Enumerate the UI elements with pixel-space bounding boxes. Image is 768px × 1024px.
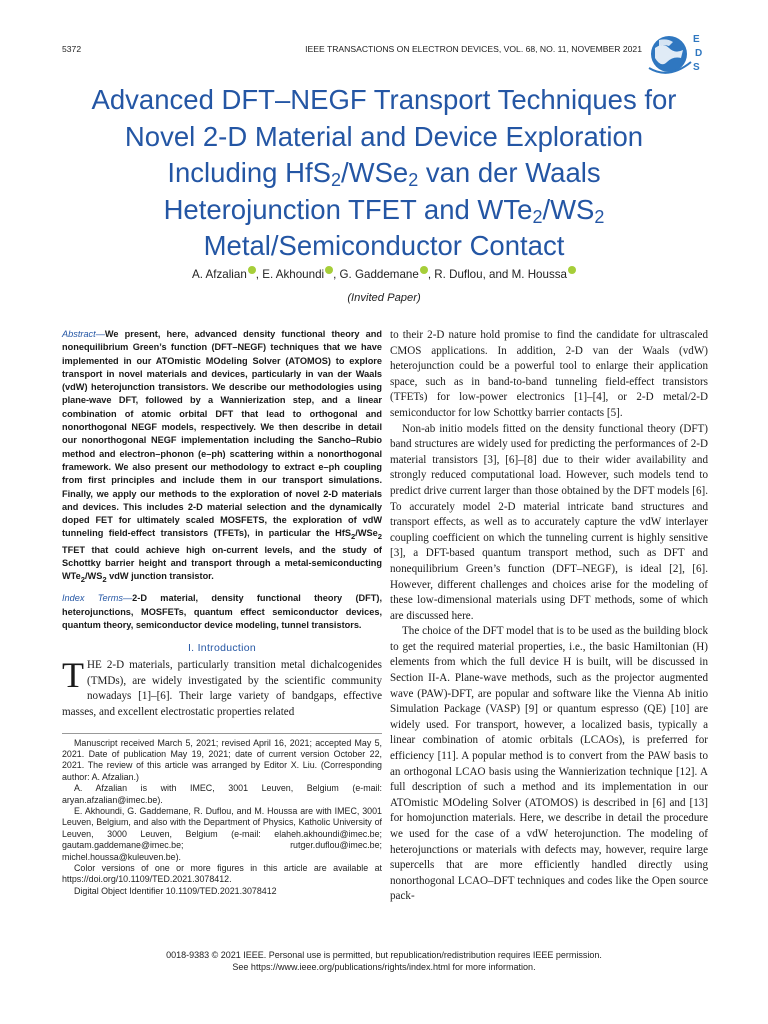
footnote-manuscript: Manuscript received March 5, 2021; revised April 16, 2021; accepted May 5, 2021. Date of publication May 19, 2021; date of current version October 22, 2021. The review of this article was arranged by Editor X. Liu. (Corresponding author: A. Afzalian.): [62, 737, 382, 782]
right-column: [390, 328, 708, 905]
author-name: A. Afzalian: [191, 268, 247, 281]
index-terms: [62, 592, 382, 632]
title-line-4: /WS: [542, 193, 595, 225]
svg-text:S: S: [693, 62, 700, 73]
abstract: [62, 328, 382, 586]
journal-name: IEEE TRANSACTIONS ON ELECTRON DEVICES, VOL. 68, NO. 11, NOVEMBER 2021: [305, 44, 642, 54]
footnote-author-1: A. Afzalian is with IMEC, 3001 Leuven, Belgium (e-mail: aryan.afzalian@imec.be).: [62, 783, 382, 805]
intro-text: HE 2-D materials, particularly transition metal dichalcogenides (TMDs), are widely investigated by the scientific community nowadays [1]–[6]. Their large variety of bandgaps, effective masses, and excellent electrostatic properties related: [62, 659, 382, 718]
body-paragraph-2: Non-ab initio models fitted on the density functional theory (DFT) band structures are widely used for predicting the performances of 2-D material transistors [3], [6]–[8] due to their wider availability and strongly reduced computational load. However, such models tend to predict drive current larger than those obtained by the DFT models [6]. To accurately model 2-D material intricate band structures and transport effects, as well as to accurately capture the vdW interlayer coupling coefficient on which the tunneling current is highly sensitive [3], a DFT-based quantum transport method, such as DFT and nonequilibrium Green’s function (DFT–NEGF), is ideal [2], [6]. However, different challenges and choices arise for the modeling of these low-dimensional materials using DFT methods, some of which are discussed here.: [390, 422, 708, 622]
footnote-doi: Digital Object Identifier 10.1109/TED.2021.3078412: [74, 885, 277, 896]
title-line-1: Advanced DFT–NEGF Transport Techniques for: [91, 84, 677, 115]
index-terms-label: Index Terms—: [62, 593, 133, 604]
subscript: 2: [80, 575, 85, 584]
rights-link-line: See https://www.ieee.org/publications/rights/index.html for more information.: [232, 961, 536, 972]
abstract-text: /WSe: [355, 528, 378, 539]
subscript: 2: [351, 532, 356, 542]
eds-globe-logo-icon: [645, 28, 707, 78]
subscript: 2: [532, 206, 543, 227]
abstract-text: vdW junction transistor.: [106, 571, 214, 582]
title-line-3: Including HfS: [167, 157, 331, 188]
orcid-icon[interactable]: [248, 266, 256, 274]
svg-text:E: E: [693, 34, 700, 45]
copyright-footer: [40, 950, 728, 973]
title-line-5: Metal/Semiconductor Contact: [203, 230, 565, 261]
footnote-color-versions: Color versions of one or more figures in this article are available at https://doi.org/10.1109/TED.2021.3078412.: [62, 863, 382, 885]
author-name: , G. Gaddemane: [333, 268, 419, 281]
index-terms-text: 2-D material, density functional theory (DFT), heterojunctions, MOSFETs, quantum effect semiconductor devices, quantum theory, semiconductor device modeling, tunnel transistors.: [62, 593, 382, 630]
section-heading-introduction: I. Introduction: [187, 642, 257, 655]
body-paragraph-3: The choice of the DFT model that is to be used as the building block to get the required material properties, i.e., the basic Hamiltonian (H) elements from which the full device H is built, will be discussed in Section II-A. Plane-wave methods, such as the projector augmented wave (PAW)-DFT, are popular and software like the Vienna Ab initio Simulation Package (VASP) [9] or quantum espresso (QE) [10] are widely used. For transport, however, a localized basis, typically a linear combination of atomic orbitals (LCAOs), is preferred for efficiency [11]. A popular method is to convert from the PAW basis to an orthogonal LCAO basis using the Wannierization technique [12]. A full description of such a method and its implementation in our ATOmistic MOdeling Solver (ATOMOS) is described in [6] and [13] for homojunction materials. Here, we describe in detail the procedure we used for the case of a vdW heterojunction. The modeling of heterojunctions or materials with defects may, however, require large supercells that are more efficiently handled directly using nonorthogonal LCAO–DFT techniques and codes like the Open source pack-: [390, 625, 708, 903]
footnote-authors-2: E. Akhoundi, G. Gaddemane, R. Duflou, and M. Houssa are with IMEC, 3001 Leuven, Belgium, and also with the Department of Physics, Katholic University of Leuven, 3000 Leuven, Belgium (e-mail: elaheh.akhoundi@imec.be; gautam.gaddemane@imec.be; rutger.duflou@imec.be; michel.houssa@kuleuven.be).: [62, 806, 382, 862]
author-name: , E. Akhoundi: [255, 268, 325, 281]
invited-paper-note: (Invited Paper): [347, 292, 421, 304]
body-paragraph-1: to their 2-D nature hold promise to find the candidate for ultrascaled CMOS applications. In addition, 2-D van der Waals (vdW) heterojunction could be a powerful tool to enlarge their application space, such as in band-to-band tunneling field-effect transistors (TFETs) for low-power electronics [1]–[4], or 2-D metal/2-D semiconductor for low Schottky barrier contacts [5].: [390, 329, 708, 419]
orcid-icon[interactable]: [325, 266, 333, 274]
title-line-4: Heterojunction TFET and WTe: [163, 193, 533, 225]
title-line-3: van der Waals: [418, 157, 601, 188]
subscript: 2: [330, 170, 341, 190]
title-line-2: Novel 2-D Material and Device Exploration: [124, 120, 644, 152]
svg-text:D: D: [695, 48, 703, 59]
orcid-icon[interactable]: [420, 266, 428, 274]
subscript: 2: [377, 532, 382, 542]
author-list: [40, 266, 728, 281]
abstract-text: We present, here, advanced density functional theory and nonequilibrium Green’s function (DFT–NEGF) techniques that we have implemented in our ATOmistic MOdeling Solver (ATOMOS) to explore transport in novel materials and devices, particularly in van der Waals (vdW) heterojunction transistors. We describe our methodologies using plane-wave DFT, followed by a Wannierization step, and a linear combination of atomic orbital DFT that lead to orthogonal and nonorthogonal NEGF models, respectively. We then describe in detail our nonorthogonal NEGF implementation including the Sancho–Rubio method and electron–phonon (e–ph) scattering within a nonorthogonal framework. We also present our methodology to extract e–ph coupling from first principles and include them in our transport simulations. Finally, we apply our methods to the exploration of novel 2-D materials and devices. This includes 2-D material selection and the dynamically doped FET for ultimately scaled MOSFETS, the exploration of vdW tunneling field-effect transistors (TFETs), in particular the HfS: [62, 329, 382, 539]
subscript: 2: [594, 206, 605, 227]
footnotes: [62, 733, 382, 898]
title-line-3: /WSe: [340, 157, 409, 188]
paper-title: [40, 82, 728, 265]
abstract-label: Abstract—: [62, 329, 105, 339]
abstract-text: TFET that could achieve high on-current levels, and the study of Schottky barrier height and transport through a metal-semiconducting WTe: [62, 544, 382, 582]
subscript: 2: [102, 575, 107, 584]
intro-paragraph: [62, 655, 382, 720]
drop-cap: T: [62, 655, 84, 696]
abstract-text: /WS: [84, 571, 103, 582]
copyright-line: 0018-9383 © 2021 IEEE. Personal use is permitted, but republication/redistribution requires IEEE permission.: [166, 950, 602, 960]
author-name: , R. Duflou, and M. Houssa: [427, 268, 567, 281]
orcid-icon[interactable]: [568, 266, 576, 274]
left-column: [62, 328, 382, 897]
subscript: 2: [408, 170, 419, 190]
page-number: 5372: [62, 44, 82, 54]
